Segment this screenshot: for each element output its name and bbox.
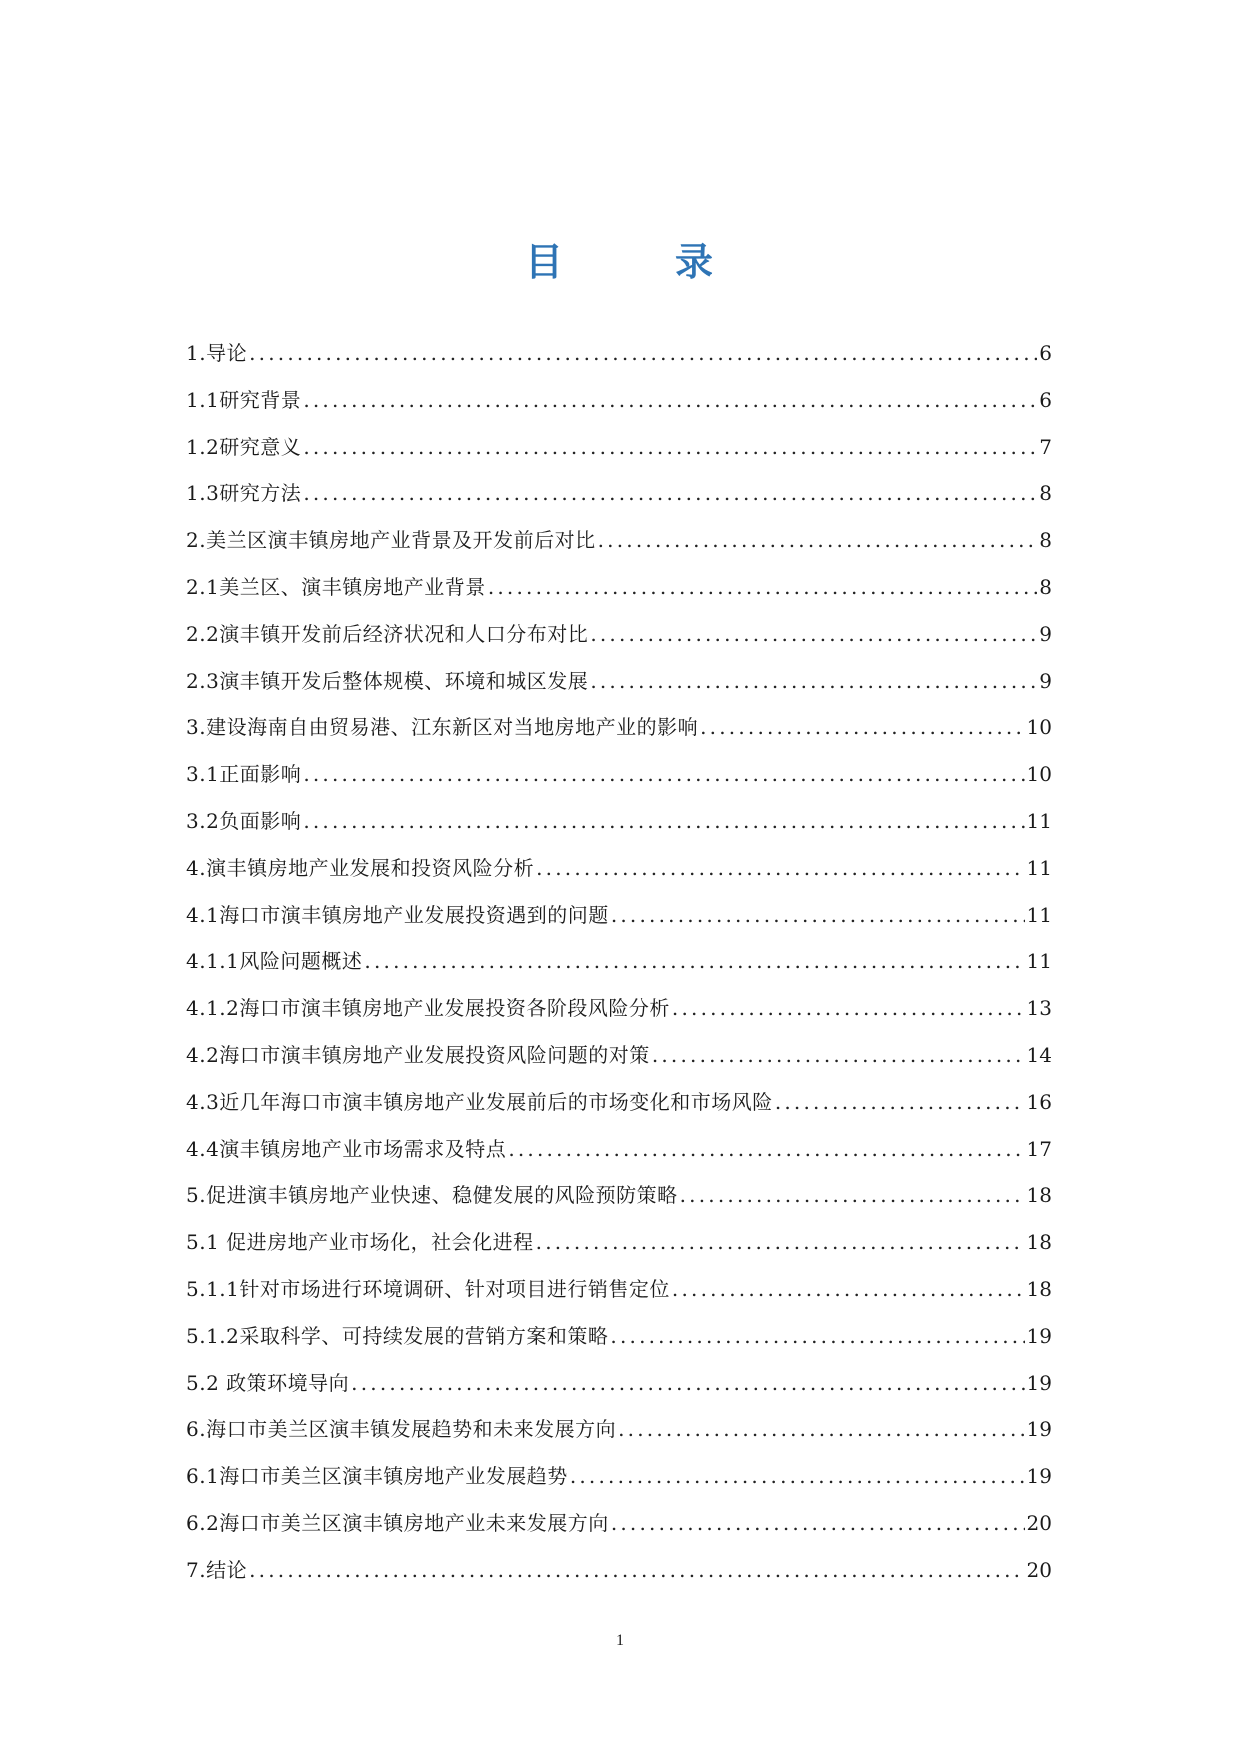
toc-entry-page: 10 [1026, 715, 1052, 740]
table-of-contents [186, 330, 1052, 1594]
toc-entry-page: 8 [1039, 574, 1052, 599]
toc-heading [0, 240, 1240, 285]
toc-entry[interactable] [186, 1032, 1052, 1079]
toc-entry[interactable] [186, 1313, 1052, 1360]
toc-dot-leader [303, 751, 1024, 798]
toc-dot-leader [570, 1453, 1025, 1500]
toc-dot-leader [303, 377, 1037, 424]
toc-entry-label: 3.1正面影响 [186, 762, 302, 787]
toc-dot-leader [249, 330, 1037, 377]
toc-entry-label: 4.4演丰镇房地产业市场需求及特点 [186, 1136, 507, 1161]
toc-entry-page: 20 [1026, 1557, 1052, 1582]
toc-entry-page: 11 [1026, 902, 1052, 927]
toc-entry-page: 20 [1026, 1510, 1052, 1535]
toc-dot-leader [351, 1360, 1024, 1407]
page-number: 1 [616, 1632, 624, 1649]
toc-entry[interactable] [186, 1500, 1052, 1547]
toc-entry-label: 7.结论 [186, 1557, 248, 1582]
toc-dot-leader [652, 1032, 1025, 1079]
toc-entry[interactable] [186, 377, 1052, 424]
toc-entry-label: 6.1海口市美兰区演丰镇房地产业发展趋势 [186, 1464, 568, 1489]
toc-entry-page: 18 [1026, 1183, 1052, 1208]
toc-entry[interactable] [186, 1079, 1052, 1126]
toc-entry[interactable] [186, 704, 1052, 751]
toc-entry-page: 19 [1026, 1323, 1052, 1348]
toc-entry-page: 11 [1026, 855, 1052, 880]
toc-entry[interactable] [186, 892, 1052, 939]
toc-entry-page: 8 [1039, 481, 1052, 506]
toc-entry[interactable] [186, 1406, 1052, 1453]
toc-entry-page: 9 [1039, 621, 1052, 646]
toc-entry-label: 2.1美兰区、演丰镇房地产业背景 [186, 574, 486, 599]
toc-heading-char-2: 录 [675, 240, 716, 285]
toc-dot-leader [303, 424, 1037, 471]
toc-entry-label: 1.导论 [186, 341, 248, 365]
toc-dot-leader [508, 1126, 1024, 1173]
toc-dot-leader [488, 564, 1037, 611]
toc-entry-label: 6.海口市美兰区演丰镇发展趋势和未来发展方向 [186, 1417, 617, 1442]
toc-entry-page: 14 [1026, 1042, 1052, 1067]
toc-entry-label: 5.1.1针对市场进行环境调研、针对项目进行销售定位 [186, 1276, 670, 1301]
toc-heading-char-1: 目 [524, 240, 565, 285]
toc-entry-page: 7 [1039, 434, 1052, 459]
toc-entry-label: 1.3研究方法 [186, 481, 302, 506]
toc-entry[interactable] [186, 658, 1052, 705]
toc-dot-leader [590, 611, 1037, 658]
toc-entry-label: 4.1海口市演丰镇房地产业发展投资遇到的问题 [186, 902, 609, 927]
toc-entry-label: 6.2海口市美兰区演丰镇房地产业未来发展方向 [186, 1510, 609, 1535]
toc-entry[interactable] [186, 330, 1052, 377]
toc-entry-label: 4.1.1风险问题概述 [186, 949, 363, 974]
toc-dot-leader [364, 938, 1024, 985]
toc-entry[interactable] [186, 938, 1052, 985]
toc-dot-leader [672, 985, 1025, 1032]
toc-entry[interactable] [186, 564, 1052, 611]
toc-entry-label: 1.1研究背景 [186, 387, 302, 412]
toc-entry[interactable] [186, 517, 1052, 564]
toc-entry[interactable] [186, 798, 1052, 845]
toc-entry-page: 19 [1026, 1464, 1052, 1489]
toc-entry-page: 11 [1026, 808, 1052, 833]
toc-entry[interactable] [186, 611, 1052, 658]
toc-dot-leader [611, 1500, 1025, 1547]
toc-dot-leader [598, 517, 1038, 564]
toc-dot-leader [249, 1547, 1024, 1594]
toc-entry-label: 4.演丰镇房地产业发展和投资风险分析 [186, 855, 535, 880]
toc-entry[interactable] [186, 1360, 1052, 1407]
toc-entry-page: 19 [1026, 1417, 1052, 1442]
toc-entry-label: 2.美兰区演丰镇房地产业背景及开发前后对比 [186, 528, 596, 553]
toc-entry-label: 5.2 政策环境导向 [186, 1370, 350, 1395]
toc-dot-leader [618, 1406, 1024, 1453]
toc-entry-label: 2.3演丰镇开发后整体规模、环境和城区发展 [186, 668, 589, 693]
toc-entry[interactable] [186, 1219, 1052, 1266]
toc-dot-leader [672, 1266, 1025, 1313]
toc-dot-leader [610, 1313, 1024, 1360]
toc-entry[interactable] [186, 985, 1052, 1032]
toc-entry-label: 4.2海口市演丰镇房地产业发展投资风险问题的对策 [186, 1042, 650, 1067]
toc-entry[interactable] [186, 751, 1052, 798]
toc-entry-page: 18 [1026, 1230, 1052, 1255]
toc-entry-label: 4.1.2海口市演丰镇房地产业发展投资各阶段风险分析 [186, 996, 670, 1021]
toc-entry-page: 17 [1026, 1136, 1052, 1161]
toc-entry-page: 11 [1026, 949, 1052, 974]
toc-entry-label: 5.促进演丰镇房地产业快速、稳健发展的风险预防策略 [186, 1183, 678, 1208]
toc-entry-label: 1.2研究意义 [186, 434, 302, 459]
toc-entry-label: 5.1.2采取科学、可持续发展的营销方案和策略 [186, 1323, 609, 1348]
toc-entry[interactable] [186, 424, 1052, 471]
toc-dot-leader [536, 845, 1024, 892]
toc-entry-page: 18 [1026, 1276, 1052, 1301]
toc-entry-label: 2.2演丰镇开发前后经济状况和人口分布对比 [186, 621, 589, 646]
toc-entry[interactable] [186, 1172, 1052, 1219]
toc-entry-label: 5.1 促进房地产业市场化，社会化进程 [186, 1230, 534, 1255]
toc-entry-page: 13 [1026, 996, 1052, 1021]
toc-entry-page: 10 [1026, 762, 1052, 787]
toc-entry-page: 6 [1039, 387, 1052, 412]
toc-entry[interactable] [186, 1453, 1052, 1500]
toc-dot-leader [680, 1172, 1025, 1219]
toc-entry-label: 4.3近几年海口市演丰镇房地产业发展前后的市场变化和市场风险 [186, 1089, 773, 1114]
toc-entry[interactable] [186, 1126, 1052, 1173]
toc-entry-page: 8 [1039, 528, 1052, 553]
toc-entry[interactable] [186, 1547, 1052, 1594]
toc-entry[interactable] [186, 470, 1052, 517]
toc-dot-leader [536, 1219, 1025, 1266]
toc-entry[interactable] [186, 845, 1052, 892]
toc-entry-page: 16 [1026, 1089, 1052, 1114]
toc-dot-leader [303, 798, 1024, 845]
toc-entry-label: 3.建设海南自由贸易港、江东新区对当地房地产业的影响 [186, 715, 699, 740]
toc-entry[interactable] [186, 1266, 1052, 1313]
toc-entry-label: 3.2负面影响 [186, 808, 302, 833]
toc-dot-leader [775, 1079, 1025, 1126]
toc-dot-leader [700, 704, 1024, 751]
toc-dot-leader [303, 470, 1037, 517]
toc-dot-leader [590, 658, 1037, 705]
toc-dot-leader [611, 892, 1025, 939]
toc-entry-page: 9 [1039, 668, 1052, 693]
toc-entry-page: 19 [1026, 1370, 1052, 1395]
toc-entry-page: 6 [1039, 341, 1052, 365]
